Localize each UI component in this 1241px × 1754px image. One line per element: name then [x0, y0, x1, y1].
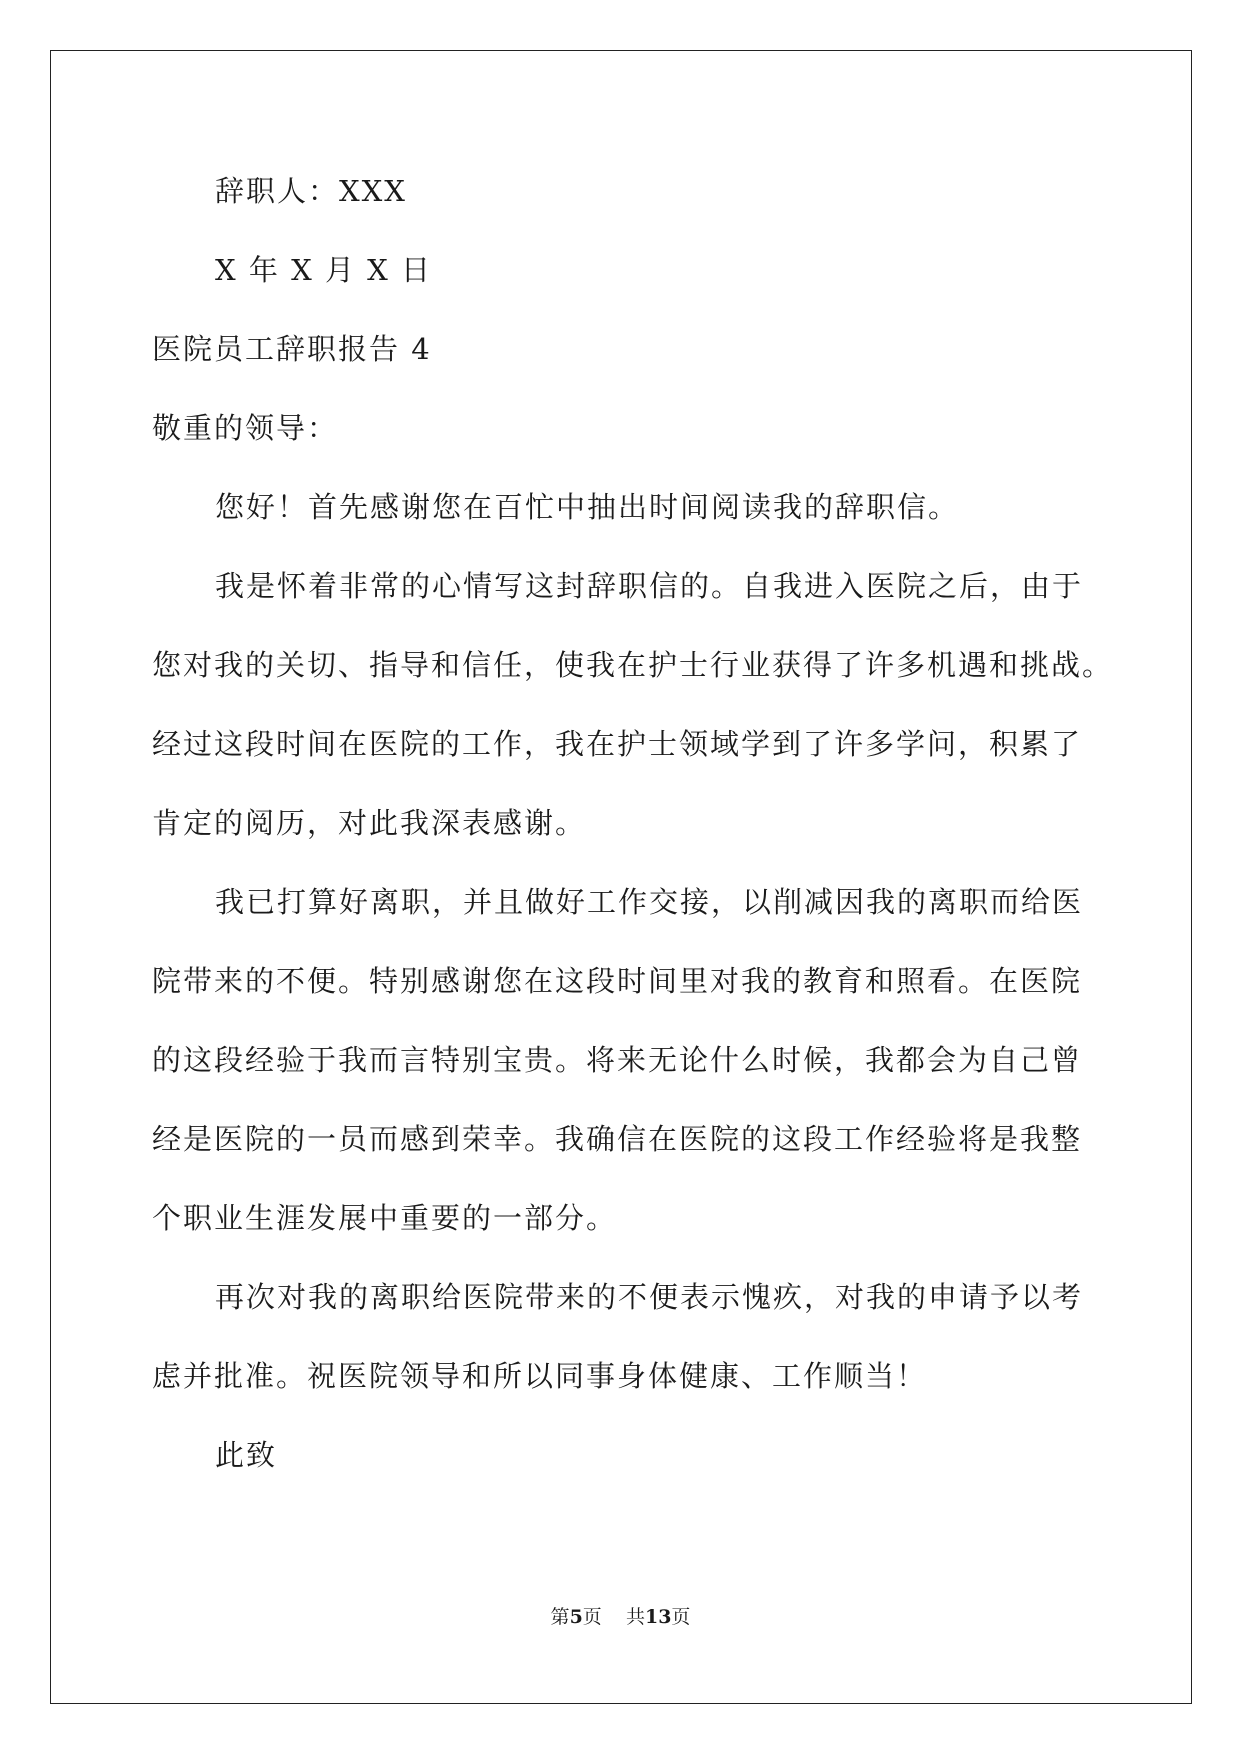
page-number-footer [0, 1604, 1241, 1630]
date-line: X 年 X 月 X 日 [215, 253, 433, 287]
current-page-number: 5 [569, 1606, 583, 1628]
paragraph-line: 您对我的关切、指导和信任，使我在护士行业获得了许多机遇和挑战。 [152, 648, 1114, 682]
report-title: 医院员工辞职报告 4 [152, 332, 432, 366]
signature-line: 辞职人：XXX [215, 174, 407, 208]
paragraph-line: 肯定的阅历，对此我深表感谢。 [152, 806, 587, 840]
paragraph-line: 您好！首先感谢您在百忙中抽出时间阅读我的辞职信。 [215, 490, 960, 524]
footer-prefix: 第 [550, 1606, 570, 1628]
salutation: 敬重的领导： [152, 411, 339, 445]
paragraph-line: 经是医院的一员而感到荣幸。我确信在医院的这段工作经验将是我整 [152, 1122, 1083, 1156]
total-page-number: 13 [644, 1606, 672, 1628]
paragraph-line: 我是怀着非常的心情写这封辞职信的。自我进入医院之后，由于 [215, 569, 1084, 603]
paragraph-line: 经过这段时间在医院的工作，我在护士领域学到了许多学问，积累了 [152, 727, 1083, 761]
footer-mid: 页 共 [582, 1606, 645, 1628]
paragraph-line: 再次对我的离职给医院带来的不便表示愧疚，对我的申请予以考 [215, 1280, 1084, 1314]
paragraph-line: 个职业生涯发展中重要的一部分。 [152, 1201, 618, 1235]
paragraph-line: 我已打算好离职，并且做好工作交接，以削减因我的离职而给医 [215, 885, 1084, 919]
paragraph-line: 院带来的不便。特别感谢您在这段时间里对我的教育和照看。在医院 [152, 964, 1083, 998]
closing-line: 此致 [215, 1438, 278, 1472]
footer-suffix: 页 [671, 1606, 691, 1628]
paragraph-line: 的这段经验于我而言特别宝贵。将来无论什么时候，我都会为自己曾 [152, 1043, 1083, 1077]
paragraph-line: 虑并批准。祝医院领导和所以同事身体健康、工作顺当！ [152, 1359, 928, 1393]
